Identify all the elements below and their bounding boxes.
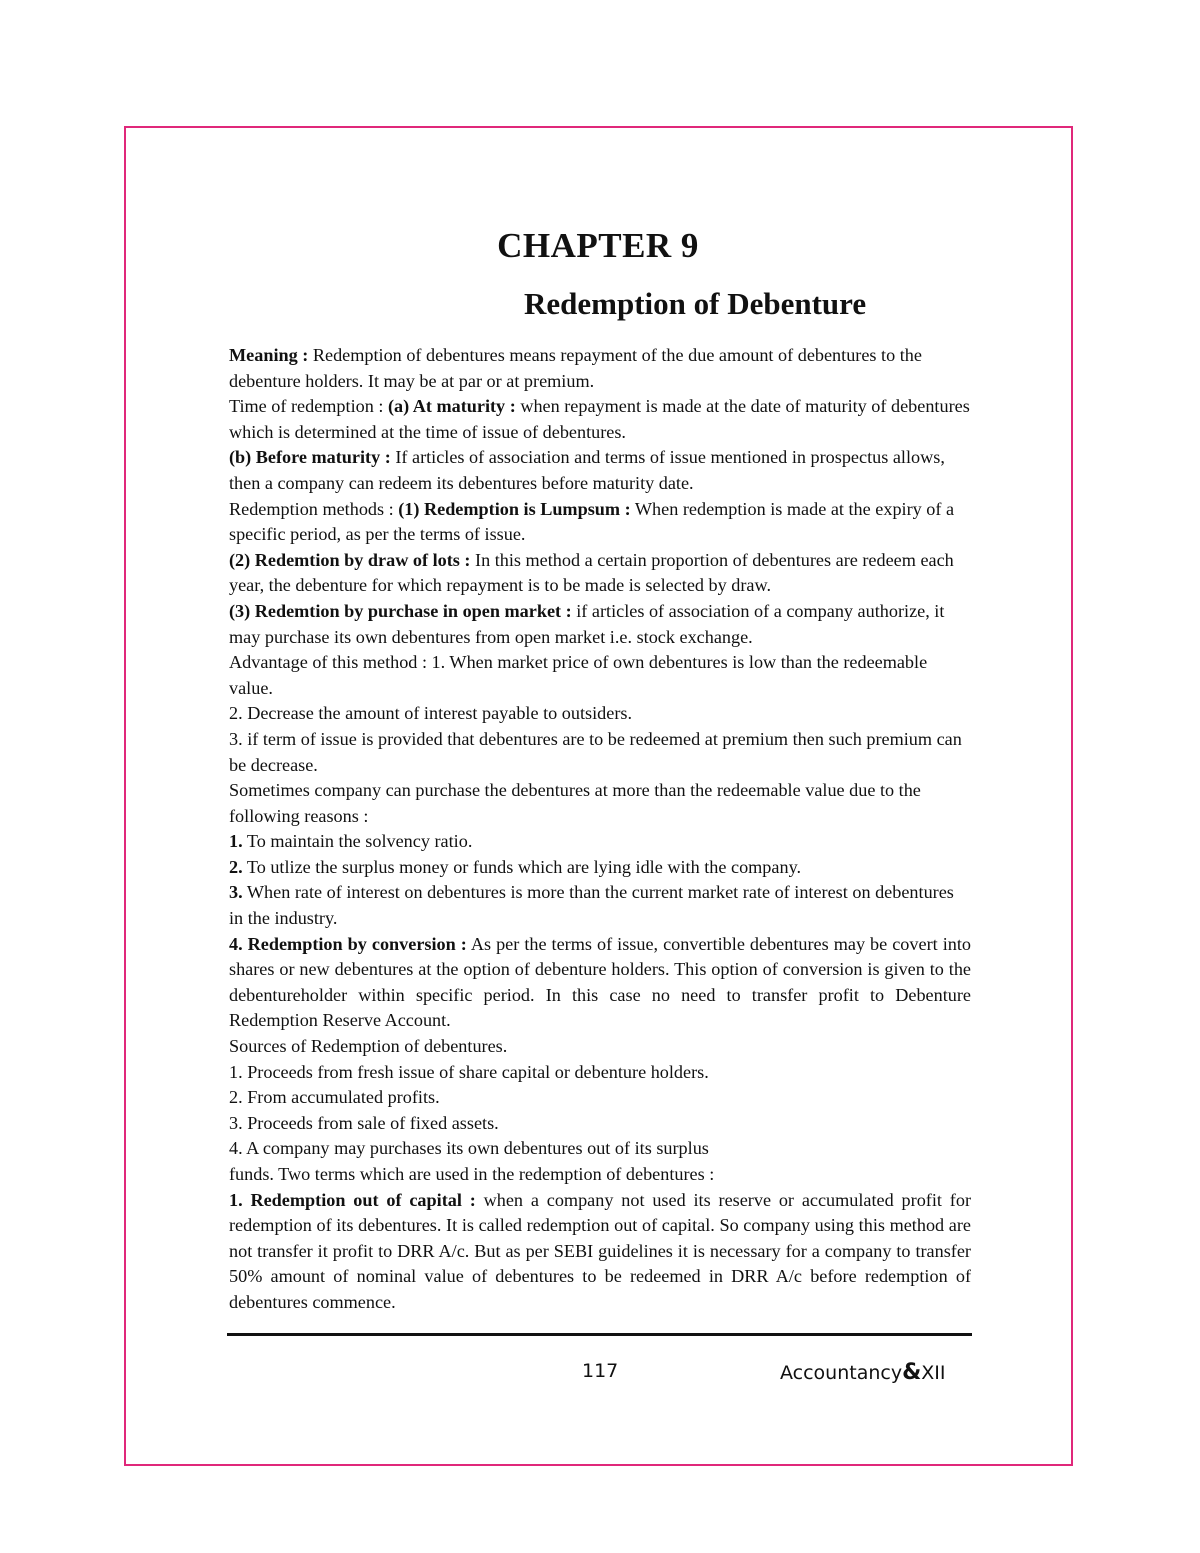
reason-item-3: 3. When rate of interest on debentures is more than the current market rate of interest on debentures in the industry.: [229, 882, 954, 929]
reason-item-1: 1. To maintain the solvency ratio.: [229, 831, 473, 852]
body-text: [229, 343, 971, 1335]
paragraph-two-terms: funds. Two terms which are used in the redemption of debentures :: [229, 1164, 715, 1184]
paragraph-conversion: 4. Redemption by conversion : As per the terms of issue, convertible debentures may be covert into shares or new debentures at the option of debenture holders. This option of conversion is given to the debentureholder within specific period. In this case no need to transfer profit to Debenture Redemption Reserve Account.: [229, 933, 971, 1031]
footer-book-title: Accountancy&XII: [780, 1360, 946, 1385]
footer-rule: [227, 1333, 972, 1336]
paragraph-advantage-3: 3. if term of issue is provided that debentures are to be redeemed at premium then such premium can be decrease.: [229, 728, 962, 775]
paragraph-before-maturity: (b) Before maturity : If articles of association and terms of issue mentioned in prospectus allows, then a company can redeem its debentures before maturity date.: [229, 447, 945, 493]
paragraph-advantage-2: 2. Decrease the amount of interest payable to outsiders.: [229, 703, 633, 724]
chapter-subtitle: Redemption of Debenture: [524, 286, 867, 321]
source-item-3: 3. Proceeds from sale of fixed assets.: [229, 1112, 499, 1133]
paragraph-open-market: (3) Redemtion by purchase in open market : if articles of association of a company authorize, it may purchase its own debentures from open market i.e. stock exchange.: [229, 600, 945, 647]
paragraph-draw-of-lots: (2) Redemtion by draw of lots : In this method a certain proportion of debentures are redeem each year, the debenture for which repayment is to be made is selected by draw.: [229, 549, 954, 596]
paragraph-advantage: Advantage of this method : 1. When market price of own debentures is low than the redeemable value.: [229, 652, 928, 698]
source-item-1: 1. Proceeds from fresh issue of share capital or debenture holders.: [229, 1061, 709, 1082]
paragraph-out-of-capital: 1. Redemption out of capital : when a company not used its reserve or accumulated profit for redemption of its debentures. It is called redemption out of capital. So company using this method are not transfer it profit to DRR A/c. But as per SEBI guidelines it is necessary for a company to transfer 50% amount of nominal value of debentures to be redeemed in DRR A/c before redemption of debentures commence.: [229, 1189, 971, 1312]
paragraph-meaning: Meaning : Redemption of debentures means repayment of the due amount of debentures to the debenture holders. It may be at par or at premium.: [229, 345, 922, 391]
paragraph-at-maturity: Time of redemption : (a) At maturity : when repayment is made at the date of maturity of debentures which is determined at the time of issue of debentures.: [229, 396, 970, 442]
source-item-4: 4. A company may purchases its own debentures out of its surplus: [229, 1138, 709, 1159]
source-item-2: 2. From accumulated profits.: [229, 1087, 440, 1108]
paragraph-reasons-intro: Sometimes company can purchase the debentures at more than the redeemable value due to the following reasons :: [229, 780, 921, 826]
page-number: 117: [582, 1360, 619, 1382]
chapter-heading: CHAPTER 9: [497, 226, 699, 265]
paragraph-lumpsum: Redemption methods : (1) Redemption is Lumpsum : When redemption is made at the expiry of a specific period, as per the terms of issue.: [229, 498, 955, 545]
paragraph-sources-heading: Sources of Redemption of debentures.: [229, 1036, 508, 1057]
reason-item-2: 2. To utlize the surplus money or funds which are lying idle with the company.: [229, 856, 802, 877]
